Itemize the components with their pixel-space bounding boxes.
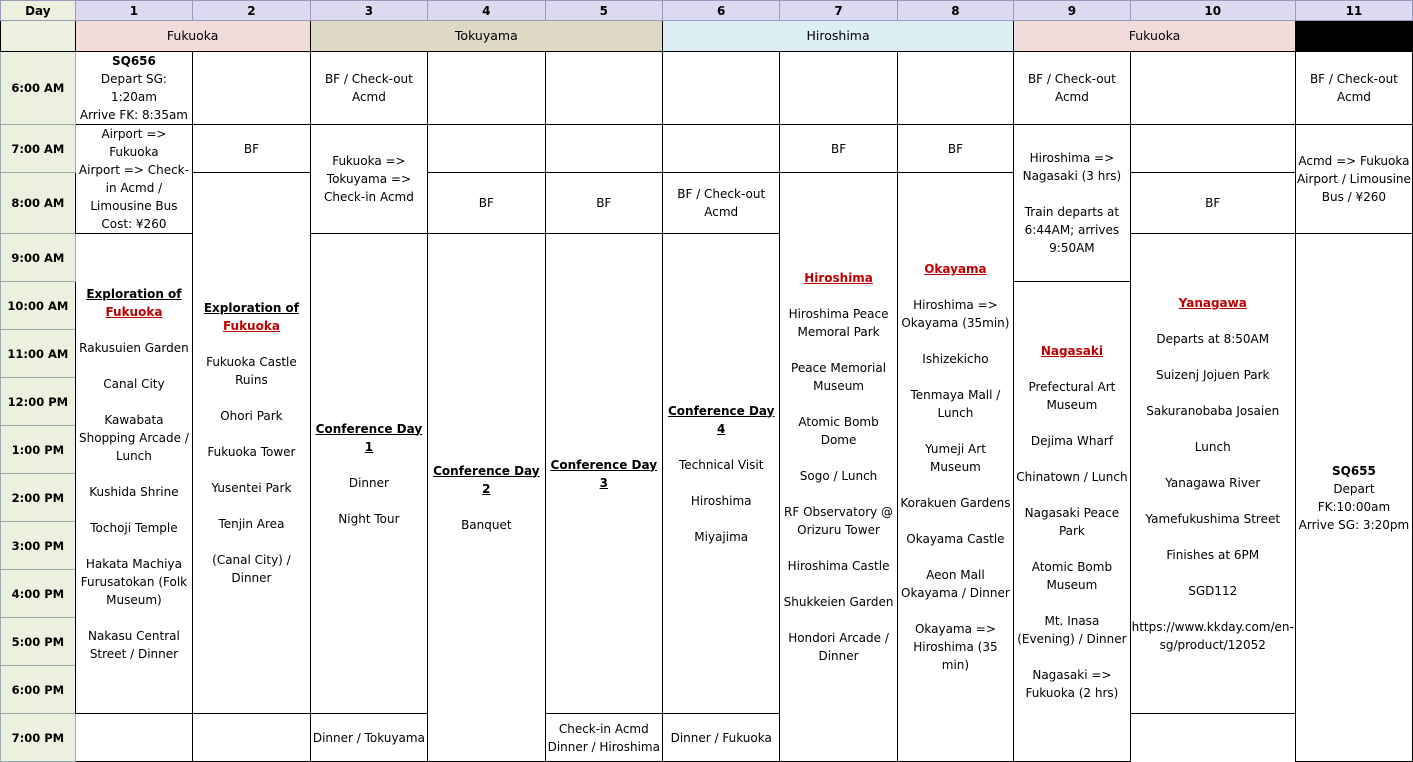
- d6-checkin: Check-in Acmd: [558, 721, 649, 736]
- d5-conference-cell[interactable]: [545, 234, 662, 714]
- d10-item: Departs at 8:50AM: [1156, 331, 1270, 346]
- d3-transfer[interactable]: Fukuoka => Tokuyama => Check-in Acmd: [310, 125, 427, 234]
- d6-item: Technical Visit: [678, 457, 764, 472]
- d8-okayama-cell[interactable]: [897, 173, 1014, 762]
- d11-bf[interactable]: BF / Check-out Acmd: [1295, 52, 1412, 125]
- d1-transfer-1: Airport => Fukuoka: [101, 127, 167, 159]
- d6-dinner: Dinner / Hiroshima: [547, 739, 660, 754]
- d2-6am[interactable]: [193, 52, 311, 125]
- d3-item: Night Tour: [338, 511, 400, 526]
- d10-7am[interactable]: [1130, 125, 1295, 173]
- day-11[interactable]: 11: [1295, 1, 1412, 21]
- d3-bf[interactable]: BF / Check-out Acmd: [310, 52, 427, 125]
- d11-flight: SQ655: [1331, 463, 1376, 478]
- d2-item: Fukuoka Castle Ruins: [206, 355, 297, 387]
- day-8[interactable]: 8: [897, 1, 1014, 21]
- d1-transfer-2: Airport => Check-in Acmd / Limousine Bus Cost: ¥260: [78, 163, 189, 231]
- day-7[interactable]: 7: [780, 1, 897, 21]
- d7-item: Peace Memorial Museum: [791, 361, 887, 393]
- time-9am[interactable]: 9:00 AM: [1, 234, 76, 282]
- day-label[interactable]: Day: [1, 1, 76, 21]
- d8-item: Tenmaya Mall / Lunch: [910, 388, 1001, 420]
- d6-bf[interactable]: BF / Check-out Acmd: [663, 173, 780, 234]
- d10-dinner[interactable]: Dinner / Fukuoka: [663, 714, 780, 762]
- d8-item: Korakuen Gardens: [900, 496, 1011, 510]
- d1-item: Rakusuien Garden: [79, 340, 189, 355]
- d6-conference-cell[interactable]: [663, 234, 780, 714]
- d9-bf[interactable]: BF / Check-out Acmd: [1014, 52, 1130, 125]
- d7-item: Sogo / Lunch: [799, 469, 878, 483]
- d4-bf[interactable]: BF: [428, 173, 545, 234]
- d2-item: Yusentei Park: [211, 481, 292, 495]
- d1-item: Nakasu Central Street / Dinner: [88, 628, 180, 661]
- d8-item: Aeon Mall Okayama / Dinner: [901, 568, 1010, 600]
- d1-flight: SQ656: [111, 54, 156, 68]
- day-6[interactable]: 6: [663, 1, 780, 21]
- d9-item: Prefectural Art Museum: [1028, 379, 1116, 412]
- location-departure[interactable]: [1295, 21, 1412, 52]
- d8-title: Okayama: [924, 262, 987, 276]
- time-1pm[interactable]: 1:00 PM: [1, 426, 76, 474]
- d5-6am[interactable]: [545, 52, 662, 125]
- d8-item: Ishizekicho: [922, 352, 989, 366]
- d8-item: Okayama Castle: [906, 532, 1005, 546]
- d11-arrive: Arrive SG: 3:20pm: [1298, 517, 1410, 532]
- d5-bf[interactable]: BF: [545, 173, 662, 234]
- d4-item: Banquet: [461, 517, 512, 532]
- d3-7pm[interactable]: [193, 714, 311, 762]
- d10-bf[interactable]: BF: [1130, 173, 1295, 234]
- d4-6am[interactable]: [428, 52, 545, 125]
- day-header-row: [1, 1, 1413, 21]
- time-6am[interactable]: 6:00 AM: [1, 52, 76, 125]
- d5-dinner[interactable]: Dinner / Tokuyama: [310, 714, 427, 762]
- d2-bf[interactable]: BF: [193, 125, 311, 173]
- day-4[interactable]: 4: [428, 1, 545, 21]
- location-hiroshima[interactable]: Hiroshima: [663, 21, 1014, 52]
- d10-title: Yanagawa: [1178, 295, 1247, 310]
- d3-conf: Conference Day 1: [315, 421, 423, 454]
- time-5pm[interactable]: 5:00 PM: [1, 618, 76, 666]
- d2-item: (Canal City) / Dinner: [212, 553, 291, 585]
- d8-item: Hiroshima => Okayama (35min): [901, 298, 1010, 330]
- d2-explore-city: Fukuoka: [222, 319, 280, 333]
- d8-6am[interactable]: [897, 52, 1014, 125]
- d10-item: Lunch: [1194, 439, 1231, 454]
- d9-item: Chinatown / Lunch: [1016, 469, 1128, 484]
- d7-item: RF Observatory @ Orizuru Tower: [784, 505, 894, 537]
- d10-yanagawa-cell[interactable]: [1130, 234, 1295, 714]
- d1-explore-cell[interactable]: [75, 234, 193, 714]
- d1-arrive: Arrive FK: 8:35am: [79, 108, 188, 122]
- d10-item: Suizenj Jojuen Park: [1155, 367, 1270, 382]
- time-11am[interactable]: 11:00 AM: [1, 330, 76, 378]
- d1-item: Tochoji Temple: [90, 520, 178, 535]
- d6-dinner-cell[interactable]: [545, 714, 662, 762]
- time-2pm[interactable]: 2:00 PM: [1, 474, 76, 522]
- d1-item: Kawabata Shopping Arcade / Lunch: [79, 412, 189, 463]
- location-corner[interactable]: [1, 21, 76, 52]
- d11-depart: Depart FK:10:00am: [1317, 481, 1391, 514]
- d10-item: Yamefukushima Street: [1145, 511, 1281, 526]
- d5-conf: Conference Day 3: [550, 457, 658, 490]
- location-row: [1, 21, 1413, 52]
- d7-hiroshima-cell[interactable]: [780, 173, 897, 762]
- time-3pm[interactable]: 3:00 PM: [1, 522, 76, 570]
- d9-transfer-cell[interactable]: [1014, 125, 1130, 282]
- d10-item: Yanagawa River: [1165, 475, 1261, 490]
- location-tokuyama[interactable]: Tokuyama: [310, 21, 662, 52]
- d10-item: Sakuranobaba Josaien: [1146, 403, 1280, 418]
- d5-7am[interactable]: [545, 125, 662, 173]
- time-12pm[interactable]: 12:00 PM: [1, 378, 76, 426]
- d3-conference-cell[interactable]: [310, 234, 427, 714]
- d9-transfer: Hiroshima => Nagasaki (3 hrs): [1022, 151, 1122, 183]
- d7-item: Hondori Arcade / Dinner: [788, 631, 889, 663]
- d1-item: Kushida Shrine: [89, 484, 179, 499]
- day-2[interactable]: 2: [193, 1, 311, 21]
- d7-title: Hiroshima: [804, 271, 873, 285]
- d10-item: SGD112: [1188, 583, 1238, 598]
- time-6pm[interactable]: 6:00 PM: [1, 666, 76, 714]
- d1-explore-heading: [77, 285, 192, 321]
- d10-6am[interactable]: [1130, 52, 1295, 125]
- d11-flight-cell[interactable]: [1295, 234, 1412, 762]
- d2-item: Tenjin Area: [218, 517, 285, 531]
- d7-6am[interactable]: [780, 52, 897, 125]
- d1-item: Hakata Machiya Furusatokan (Folk Museum): [80, 556, 188, 607]
- d10-item: Finishes at 6PM: [1166, 547, 1260, 562]
- time-7pm[interactable]: 7:00 PM: [1, 714, 76, 762]
- day-9[interactable]: 9: [1014, 1, 1130, 21]
- d7-bf[interactable]: BF: [780, 125, 897, 173]
- d7-item: Atomic Bomb Dome: [798, 415, 879, 447]
- location-fukuoka-2[interactable]: Fukuoka: [1014, 21, 1296, 52]
- d2-item: Ohori Park: [220, 409, 283, 423]
- d1-item: Canal City: [103, 376, 165, 391]
- day-1[interactable]: 1: [75, 1, 193, 21]
- d2-item: Fukuoka Tower: [207, 445, 296, 459]
- time-4pm[interactable]: 4:00 PM: [1, 570, 76, 618]
- d9-item: Nagasaki Peace Park: [1024, 505, 1120, 538]
- d3-item: Dinner: [348, 475, 389, 490]
- d9-train: Train departs at 6:44AM; arrives 9:50AM: [1024, 205, 1120, 255]
- d4-conf: Conference Day 2: [433, 463, 540, 496]
- d4-conference-cell[interactable]: [428, 234, 545, 762]
- d7-item: Shukkeien Garden: [783, 595, 894, 609]
- d9-title: Nagasaki: [1040, 343, 1103, 358]
- d6-6am[interactable]: [663, 52, 780, 125]
- d1-depart: Depart SG: 1:20am: [100, 72, 167, 104]
- d9-item: Atomic Bomb Museum: [1031, 559, 1113, 592]
- time-7am[interactable]: 7:00 AM: [1, 125, 76, 173]
- d8-bf[interactable]: BF: [897, 125, 1014, 173]
- d10-item: https://www.kkday.com/en-sg/product/12052: [1131, 619, 1294, 652]
- d8-item: Yumeji Art Museum: [924, 442, 986, 474]
- d6-conf: Conference Day 4: [667, 403, 775, 436]
- d9-item: Mt. Inasa (Evening) / Dinner: [1017, 613, 1127, 646]
- time-8am[interactable]: 8:00 AM: [1, 173, 76, 234]
- location-fukuoka-1[interactable]: Fukuoka: [75, 21, 310, 52]
- d7-item: Hiroshima Castle: [787, 559, 890, 573]
- d2-explore-title: Exploration of: [203, 301, 300, 315]
- d1-explore-city: Fukuoka: [105, 304, 163, 319]
- d9-item: Nagasaki => Fukuoka (2 hrs): [1025, 667, 1119, 700]
- d1-7pm[interactable]: [75, 714, 193, 762]
- d1-transfer-cell[interactable]: [75, 125, 193, 234]
- day-5[interactable]: 5: [545, 1, 662, 21]
- d1-flight-cell[interactable]: [75, 52, 193, 125]
- d6-item: Miyajima: [694, 529, 749, 544]
- d8-item: Okayama => Hiroshima (35 min): [913, 622, 998, 672]
- d2-explore-cell[interactable]: [193, 173, 311, 714]
- d9-item: Dejima Wharf: [1030, 433, 1113, 448]
- day-10[interactable]: 10: [1130, 1, 1295, 21]
- d2-explore-heading: [194, 299, 309, 335]
- d6-item: Hiroshima: [690, 493, 752, 508]
- d9-nagasaki-cell[interactable]: [1014, 282, 1130, 762]
- d1-explore-title: Exploration of: [86, 286, 182, 301]
- d11-transfer[interactable]: Acmd => Fukuoka Airport / Limousine Bus / ¥260: [1295, 125, 1412, 234]
- d7-item: Hiroshima Peace Memoral Park: [788, 307, 889, 339]
- d6-7am[interactable]: [663, 125, 780, 173]
- time-10am[interactable]: 10:00 AM: [1, 282, 76, 330]
- d4-7am[interactable]: [428, 125, 545, 173]
- day-3[interactable]: 3: [310, 1, 427, 21]
